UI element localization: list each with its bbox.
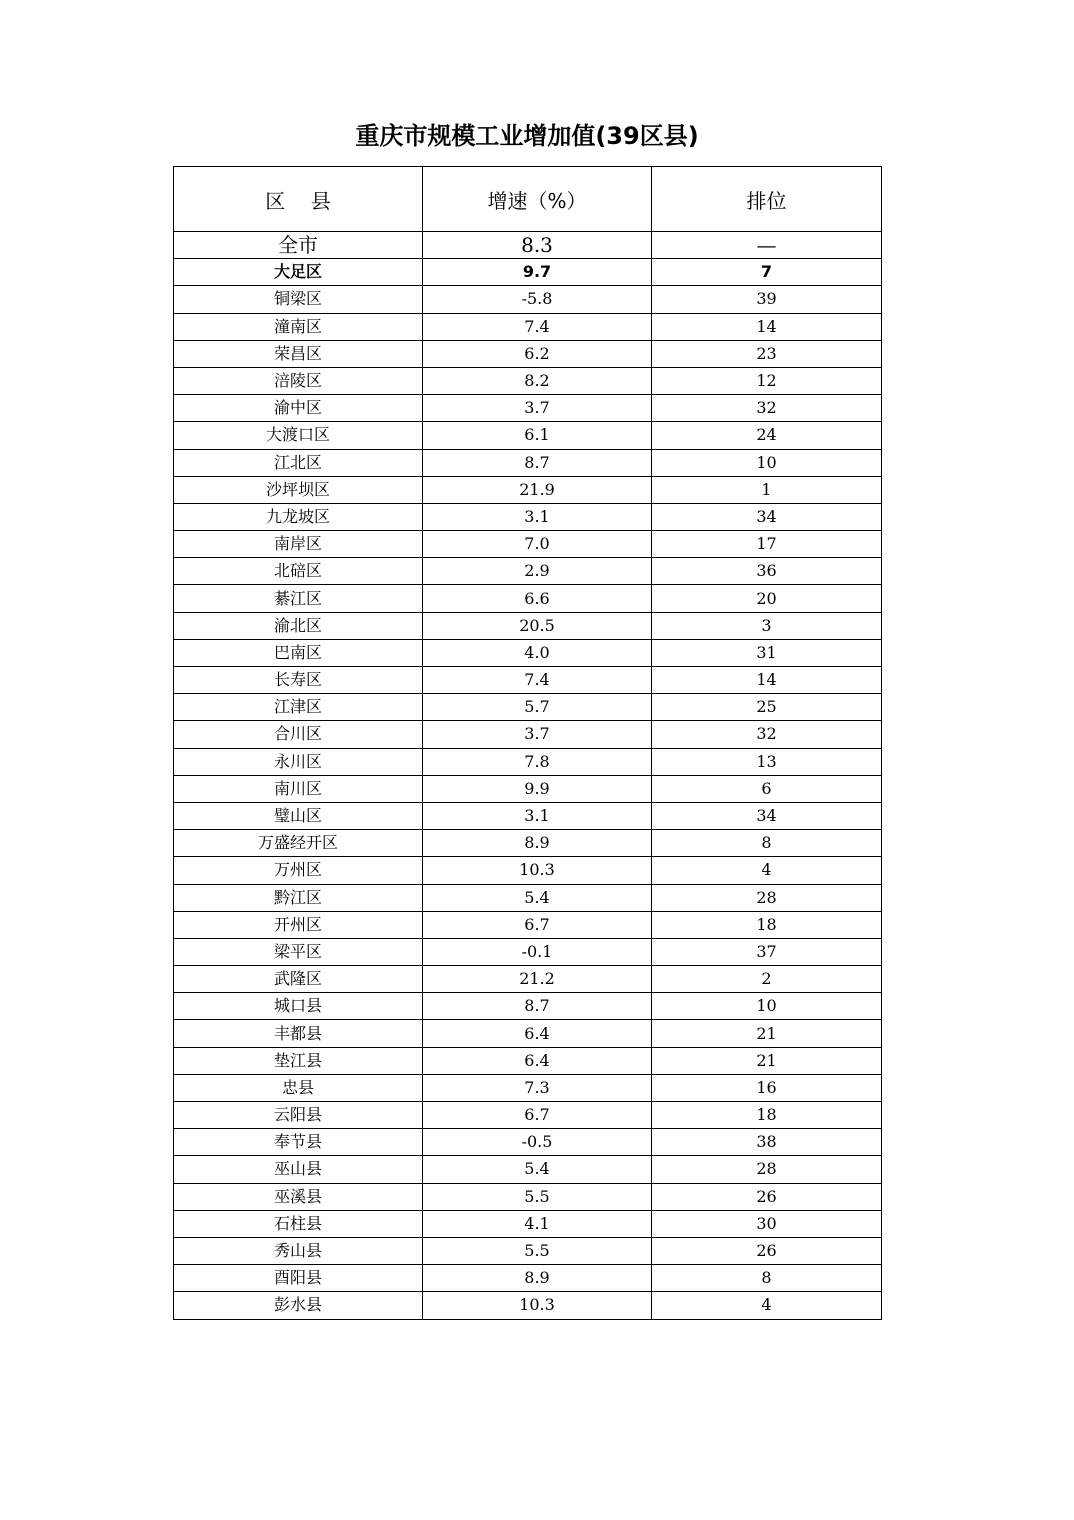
table-row	[174, 395, 882, 422]
district-cell: 彭水县	[174, 1292, 423, 1319]
rank-cell: 32	[652, 395, 882, 422]
growth-cell: 8.7	[423, 449, 652, 476]
table-row	[174, 993, 882, 1020]
growth-cell: 6.7	[423, 1102, 652, 1129]
growth-cell: 6.2	[423, 340, 652, 367]
growth-cell: 8.9	[423, 1265, 652, 1292]
table-row	[174, 1210, 882, 1237]
rank-cell: 37	[652, 938, 882, 965]
growth-cell: 4.1	[423, 1210, 652, 1237]
district-cell: 南川区	[174, 775, 423, 802]
rank-cell: 10	[652, 993, 882, 1020]
growth-cell: -0.5	[423, 1129, 652, 1156]
district-cell: 长寿区	[174, 667, 423, 694]
rank-cell: 20	[652, 585, 882, 612]
growth-cell: 5.5	[423, 1237, 652, 1264]
rank-cell: 21	[652, 1020, 882, 1047]
district-cell: 潼南区	[174, 313, 423, 340]
rank-cell: 26	[652, 1183, 882, 1210]
table-row	[174, 857, 882, 884]
rank-cell: 4	[652, 1292, 882, 1319]
growth-cell: 5.4	[423, 1156, 652, 1183]
growth-cell: 3.7	[423, 721, 652, 748]
district-cell: 荣昌区	[174, 340, 423, 367]
rank-cell: 34	[652, 503, 882, 530]
rank-cell: 28	[652, 1156, 882, 1183]
district-cell: 铜梁区	[174, 286, 423, 313]
district-cell: 秀山县	[174, 1237, 423, 1264]
header-district: 区 县	[174, 167, 423, 232]
rank-cell: 24	[652, 422, 882, 449]
growth-cell: -5.8	[423, 286, 652, 313]
table-header-row	[174, 167, 882, 232]
district-cell: 丰都县	[174, 1020, 423, 1047]
table-row	[174, 367, 882, 394]
table-row	[174, 911, 882, 938]
table-row	[174, 259, 882, 286]
growth-cell: 10.3	[423, 857, 652, 884]
growth-cell: 8.7	[423, 993, 652, 1020]
table-row	[174, 422, 882, 449]
district-cell: 酉阳县	[174, 1265, 423, 1292]
table-row	[174, 1102, 882, 1129]
growth-cell: 9.7	[423, 259, 652, 286]
table-row	[174, 1129, 882, 1156]
district-cell: 合川区	[174, 721, 423, 748]
growth-cell: 3.7	[423, 395, 652, 422]
growth-cell: 20.5	[423, 612, 652, 639]
growth-cell: 3.1	[423, 503, 652, 530]
table-row	[174, 748, 882, 775]
total-rank: —	[652, 232, 882, 259]
table-row	[174, 558, 882, 585]
district-cell: 南岸区	[174, 531, 423, 558]
table-row	[174, 531, 882, 558]
growth-cell: 10.3	[423, 1292, 652, 1319]
district-cell: 江北区	[174, 449, 423, 476]
table-row	[174, 313, 882, 340]
rank-cell: 36	[652, 558, 882, 585]
header-growth: 增速（%）	[423, 167, 652, 232]
table-row	[174, 476, 882, 503]
growth-cell: 6.7	[423, 911, 652, 938]
rank-cell: 13	[652, 748, 882, 775]
growth-cell: 7.4	[423, 313, 652, 340]
district-cell: 武隆区	[174, 966, 423, 993]
district-cell: 九龙坡区	[174, 503, 423, 530]
rank-cell: 30	[652, 1210, 882, 1237]
header-rank: 排位	[652, 167, 882, 232]
table-row	[174, 694, 882, 721]
growth-cell: 7.8	[423, 748, 652, 775]
table-row	[174, 612, 882, 639]
district-cell: 沙坪坝区	[174, 476, 423, 503]
district-cell: 永川区	[174, 748, 423, 775]
rank-cell: 28	[652, 884, 882, 911]
district-cell: 万州区	[174, 857, 423, 884]
growth-cell: 7.0	[423, 531, 652, 558]
rank-cell: 26	[652, 1237, 882, 1264]
district-cell: 石柱县	[174, 1210, 423, 1237]
table-row	[174, 802, 882, 829]
table-row	[174, 830, 882, 857]
district-cell: 云阳县	[174, 1102, 423, 1129]
table-row	[174, 503, 882, 530]
district-cell: 涪陵区	[174, 367, 423, 394]
district-cell: 城口县	[174, 993, 423, 1020]
rank-cell: 8	[652, 1265, 882, 1292]
district-cell: 梁平区	[174, 938, 423, 965]
district-cell: 开州区	[174, 911, 423, 938]
table-row	[174, 1020, 882, 1047]
rank-cell: 38	[652, 1129, 882, 1156]
district-cell: 江津区	[174, 694, 423, 721]
table-row	[174, 286, 882, 313]
growth-cell: 5.7	[423, 694, 652, 721]
growth-cell: 8.2	[423, 367, 652, 394]
growth-cell: 5.5	[423, 1183, 652, 1210]
district-cell: 垫江县	[174, 1047, 423, 1074]
page-title: 重庆市规模工业增加值(39区县)	[355, 122, 699, 150]
growth-cell: 5.4	[423, 884, 652, 911]
district-growth-table	[173, 166, 882, 1320]
table-row	[174, 721, 882, 748]
growth-cell: 6.6	[423, 585, 652, 612]
rank-cell: 3	[652, 612, 882, 639]
rank-cell: 23	[652, 340, 882, 367]
rank-cell: 14	[652, 313, 882, 340]
rank-cell: 31	[652, 639, 882, 666]
rank-cell: 7	[652, 259, 882, 286]
growth-cell: 21.9	[423, 476, 652, 503]
district-cell: 忠县	[174, 1074, 423, 1101]
table-row	[174, 1156, 882, 1183]
rank-cell: 25	[652, 694, 882, 721]
rank-cell: 16	[652, 1074, 882, 1101]
rank-cell: 18	[652, 1102, 882, 1129]
rank-cell: 4	[652, 857, 882, 884]
rank-cell: 10	[652, 449, 882, 476]
rank-cell: 14	[652, 667, 882, 694]
rank-cell: 6	[652, 775, 882, 802]
table-row	[174, 1265, 882, 1292]
rank-cell: 17	[652, 531, 882, 558]
growth-cell: 6.4	[423, 1047, 652, 1074]
rank-cell: 1	[652, 476, 882, 503]
table-row	[174, 1237, 882, 1264]
table-row	[174, 667, 882, 694]
district-cell: 渝中区	[174, 395, 423, 422]
district-cell: 璧山区	[174, 802, 423, 829]
growth-cell: 9.9	[423, 775, 652, 802]
growth-cell: 4.0	[423, 639, 652, 666]
growth-cell: 7.4	[423, 667, 652, 694]
growth-cell: 2.9	[423, 558, 652, 585]
table-row	[174, 1183, 882, 1210]
table-row	[174, 639, 882, 666]
total-row	[174, 232, 882, 259]
district-cell: 奉节县	[174, 1129, 423, 1156]
table-row	[174, 1074, 882, 1101]
district-cell: 大渡口区	[174, 422, 423, 449]
growth-cell: 3.1	[423, 802, 652, 829]
rank-cell: 34	[652, 802, 882, 829]
district-cell: 大足区	[174, 259, 423, 286]
total-district: 全市	[174, 232, 423, 259]
table-row	[174, 775, 882, 802]
growth-cell: 8.9	[423, 830, 652, 857]
growth-cell: 6.4	[423, 1020, 652, 1047]
district-cell: 万盛经开区	[174, 830, 423, 857]
table-row	[174, 340, 882, 367]
district-cell: 黔江区	[174, 884, 423, 911]
table-row	[174, 449, 882, 476]
table-row	[174, 938, 882, 965]
growth-cell: 6.1	[423, 422, 652, 449]
growth-cell: 7.3	[423, 1074, 652, 1101]
rank-cell: 39	[652, 286, 882, 313]
district-cell: 巫溪县	[174, 1183, 423, 1210]
table-row	[174, 585, 882, 612]
district-cell: 巫山县	[174, 1156, 423, 1183]
table-row	[174, 966, 882, 993]
rank-cell: 32	[652, 721, 882, 748]
district-cell: 渝北区	[174, 612, 423, 639]
table-row	[174, 1047, 882, 1074]
rank-cell: 21	[652, 1047, 882, 1074]
rank-cell: 2	[652, 966, 882, 993]
table-row	[174, 884, 882, 911]
district-cell: 北碚区	[174, 558, 423, 585]
rank-cell: 8	[652, 830, 882, 857]
district-cell: 巴南区	[174, 639, 423, 666]
growth-cell: -0.1	[423, 938, 652, 965]
growth-cell: 21.2	[423, 966, 652, 993]
total-growth: 8.3	[423, 232, 652, 259]
rank-cell: 12	[652, 367, 882, 394]
table-row	[174, 1292, 882, 1319]
district-cell: 綦江区	[174, 585, 423, 612]
rank-cell: 18	[652, 911, 882, 938]
